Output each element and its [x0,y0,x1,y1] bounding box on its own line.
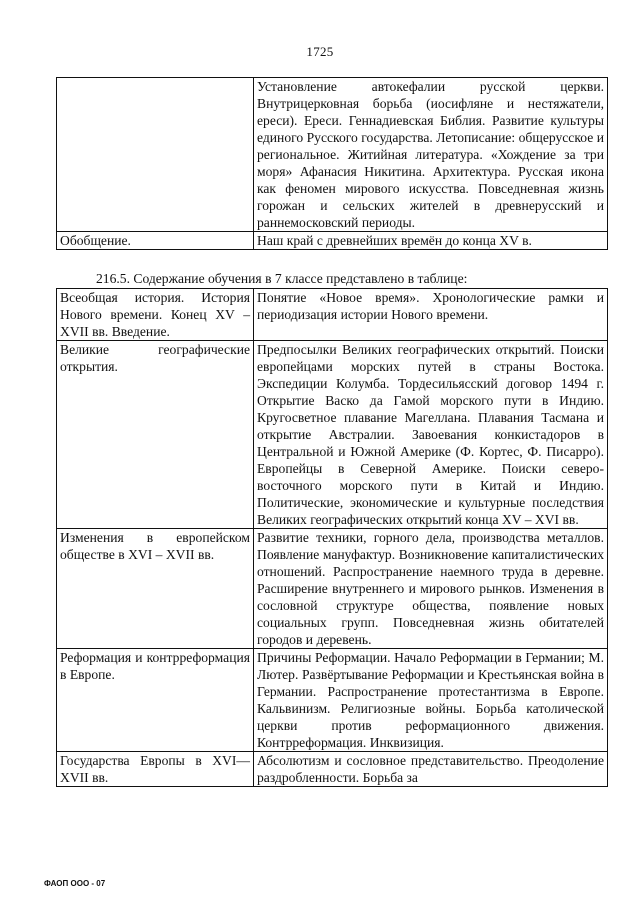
table-row [57,341,608,529]
document-footer-code: ФАОП ООО - 07 [44,879,106,888]
topic-cell: Государства Европы в XVI—XVII вв. [57,752,254,787]
content-cell: Абсолютизм и сословное представительство. Преодоление раздробленности. Борьба за [254,752,608,787]
table-row [57,78,608,232]
topic-cell: Обобщение. [57,232,254,250]
page-number: 1725 [306,44,334,59]
table-row [57,232,608,250]
table-row [57,752,608,787]
table-row [57,649,608,752]
topic-cell: Всеобщая история. История Нового времени. Конец XV – XVII вв. Введение. [57,289,254,341]
curriculum-table-continued [56,77,608,250]
topic-cell: Великие географические открытия. [57,341,254,529]
content-cell: Причины Реформации. Начало Реформации в Германии; М. Лютер. Развёртывание Реформации и Крестьянская война в Германии. Распространение протестантизма в Европе. Кальвинизм. Религиозные войны. Борьба католической церкви против реформационного движения. Контрреформация. Инквизиция. [254,649,608,752]
content-cell: Развитие техники, горного дела, производства металлов. Появление мануфактур. Возникновение капиталистических отношений. Распространение наемного труда в деревне. Расширение внутреннего и мирового рынков. Изменения в сословной структуре общества, появление новых социальных групп. Повседневная жизнь обитателей городов и деревень. [254,529,608,649]
content-cell: Предпосылки Великих географических открытий. Поиски европейцами морских путей в страны Востока. Экспедиции Колумба. Тордесильясский договор 1494 г. Открытие Васко да Гамой морского пути в Индию. Кругосветное плавание Магеллана. Плавания Тасмана и открытие Австралии. Завоевания конкистадоров в Центральной и Южной Америке (Ф. Кортес, Ф. Писарро). Европейцы в Северной Америке. Поиски северо-восточного морского пути в Китай и Индию. Политические, экономические и культурные последствия Великих географических открытий конца XV – XVI вв. [254,341,608,529]
curriculum-table-grade-7 [56,288,608,787]
topic-cell: Изменения в европейском обществе в XVI – XVII вв. [57,529,254,649]
content-cell: Наш край с древнейших времён до конца XV в. [254,232,608,250]
topic-cell: Реформация и контрреформация в Европе. [57,649,254,752]
content-cell: Установление автокефалии русской церкви. Внутрицерковная борьба (иосифляне и нестяжатели, ереси). Ереси. Геннадиевская Библия. Развитие культуры единого Русского государства. Летописание: общерусское и региональное. Житийная литература. «Хождение за три моря» Афанасия Никитина. Архитектура. Русская икона как феномен мирового искусства. Повседневная жизнь горожан и сельских жителей в древнерусский и раннемосковский периоды. [254,78,608,232]
table-row [57,529,608,649]
topic-cell [57,78,254,232]
content-cell: Понятие «Новое время». Хронологические рамки и периодизация истории Нового времени. [254,289,608,341]
table-row [57,289,608,341]
section-caption: 216.5. Содержание обучения в 7 классе представлено в таблице: [96,271,468,286]
